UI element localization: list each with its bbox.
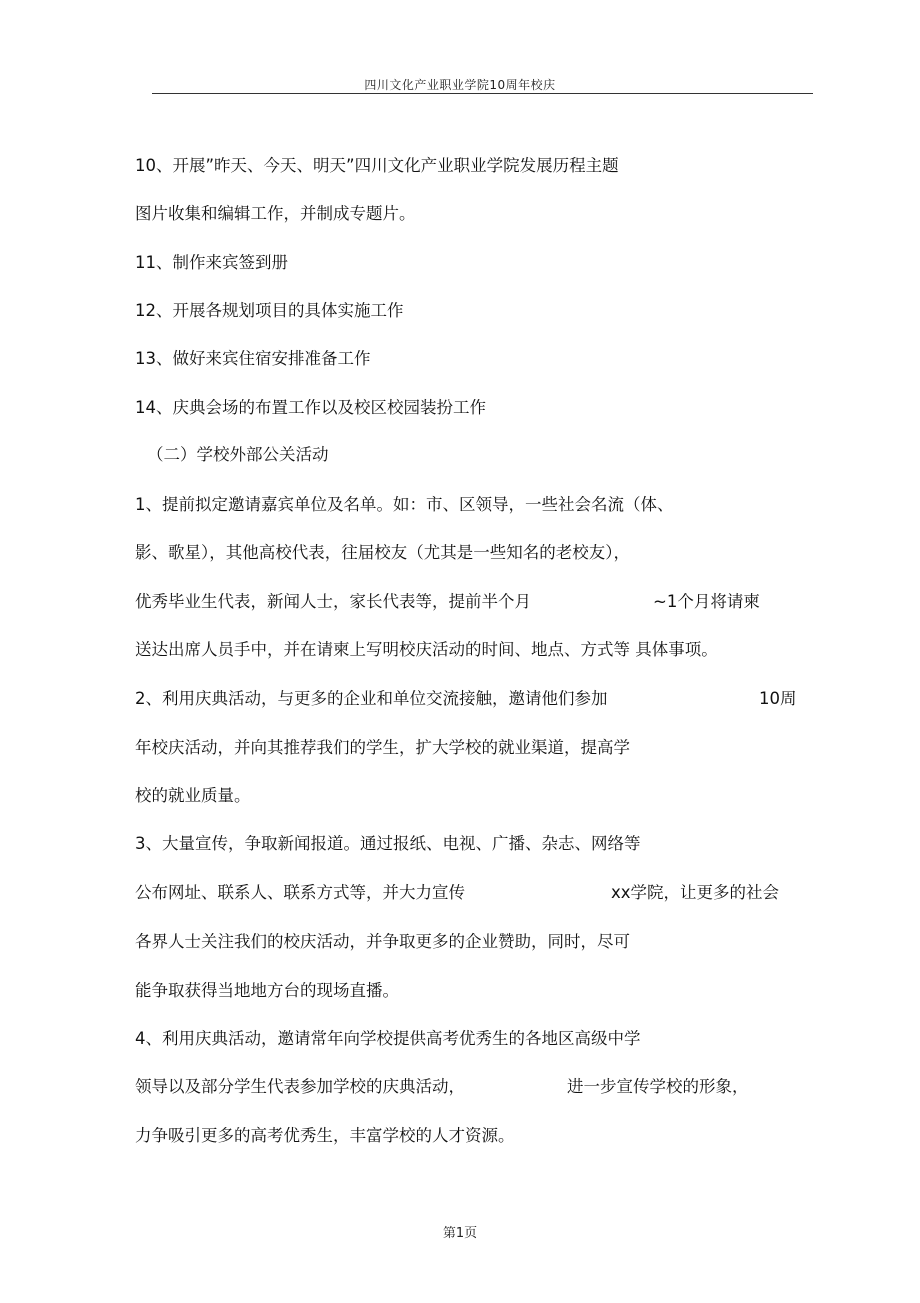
paragraph-line: 图片收集和编辑工作，并制成专题片。	[135, 204, 416, 223]
paragraph-line: 各界人士关注我们的校庆活动，并争取更多的企业赞助，同时，尽可	[135, 932, 630, 951]
line-segment: xx学院，让更多的社会	[611, 883, 780, 902]
header-divider	[152, 93, 813, 94]
paragraph-line: 3、大量宣传，争取新闻报道。通过报纸、电视、广播、杂志、网络等	[135, 834, 641, 853]
line-segment: ~1个月将请柬	[653, 592, 760, 611]
paragraph-line: 4、利用庆典活动，邀请常年向学校提供高考优秀生的各地区高级中学	[135, 1029, 641, 1048]
line-segment: 进一步宣传学校的形象，	[567, 1077, 749, 1096]
paragraph-line: 10、开展”昨天、今天、明天”四川文化产业职业学院发展历程主题	[135, 156, 619, 175]
line-segment: 优秀毕业生代表，新闻人士，家长代表等，提前半个月	[135, 592, 531, 611]
line-segment: 领导以及部分学生代表参加学校的庆典活动，	[135, 1077, 465, 1096]
line-segment: 2、利用庆典活动，与更多的企业和单位交流接触，邀请他们参加	[135, 689, 608, 708]
paragraph-line: 送达出席人员手中，并在请柬上写明校庆活动的时间、地点、方式等 具体事项。	[135, 640, 718, 659]
paragraph-line: 力争吸引更多的高考优秀生，丰富学校的人才资源。	[135, 1126, 515, 1145]
page-number: 第1页	[442, 1226, 478, 1241]
paragraph-line: 能争取获得当地地方台的现场直播。	[135, 981, 399, 1000]
section-heading: （二）学校外部公关活动	[147, 445, 329, 464]
line-segment: 公布网址、联系人、联系方式等，并大力宣传	[135, 883, 465, 902]
paragraph-line: 13、做好来宾住宿安排准备工作	[135, 349, 371, 368]
running-header: 四川文化产业职业学院10周年校庆	[364, 78, 556, 92]
paragraph-line: 1、提前拟定邀请嘉宾单位及名单。如：市、区领导，一些社会名流（体、	[135, 495, 674, 514]
paragraph-line: 校的就业质量。	[135, 786, 251, 805]
line-segment: 10周	[759, 689, 797, 708]
paragraph-line: 年校庆活动，并向其推荐我们的学生，扩大学校的就业渠道，提高学	[135, 738, 630, 757]
paragraph-line: 影、歌星），其他高校代表，往届校友（尤其是一些知名的老校友），	[135, 543, 630, 562]
paragraph-line: 14、庆典会场的布置工作以及校区校园装扮工作	[135, 398, 486, 417]
paragraph-line: 11、制作来宾签到册	[135, 253, 288, 272]
paragraph-line: 12、开展各规划项目的具体实施工作	[135, 301, 404, 320]
